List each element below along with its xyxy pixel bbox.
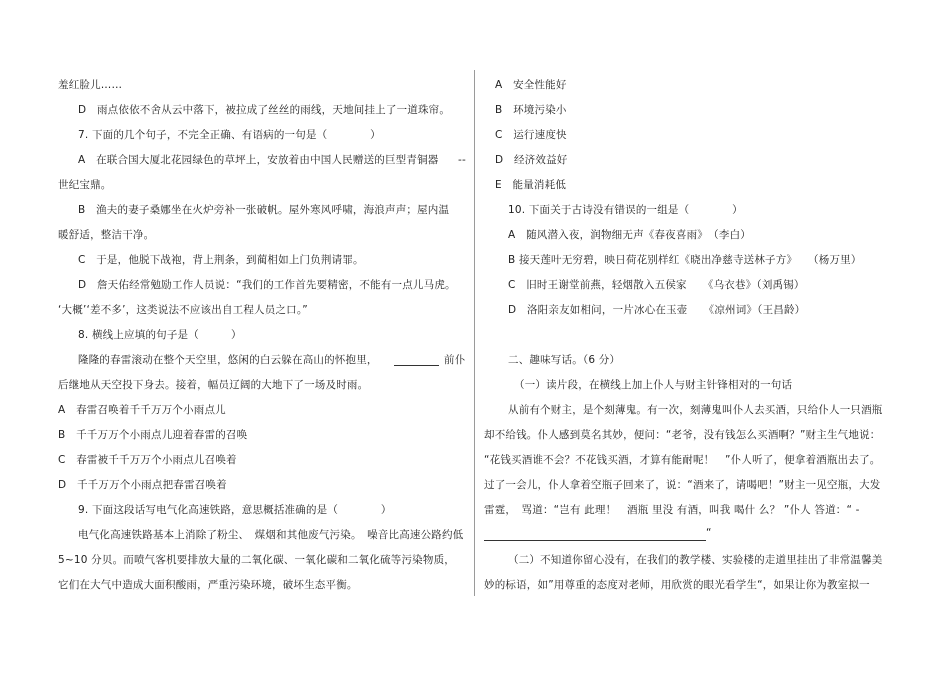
option-a: A 安全性能好 — [495, 79, 567, 91]
passage-line: 隆隆的春雷滚动在整个天空里，悠闲的白云躲在高山的怀抱里， — [78, 354, 378, 366]
passage-line: 从前有个财主，是个刻薄鬼。有一次，刻薄鬼叫仆人去买酒，只给仆人一只酒瓶 — [508, 404, 883, 416]
option-d: D 洛阳亲友如相问，一片冰心在玉壶 《凉州词》（王昌龄） — [508, 304, 806, 316]
passage-line: 雷霆， 骂道：“岂有 此理！ 酒瓶 里没 有酒，叫我 喝什 么？ ”仆人 答道：“ - — [484, 504, 860, 516]
text-line: 世纪宝鼎。 — [58, 179, 112, 191]
passage-line: 后继地从天空投下身去。接着，幅员辽阔的大地下了一场及时雨。 — [58, 379, 369, 391]
passage-line: “花钱买酒谁不会？不花钱买酒，才算有能耐呢！ ”仆人听了，便拿着酒瓶出去了。 — [484, 454, 881, 466]
passage-line-end: 前仆 — [444, 354, 466, 366]
option-d: D 经济效益好 — [495, 154, 568, 166]
dash-mark: -- — [458, 154, 466, 166]
option-d: D 詹天佑经常勉励工作人员说：“我们的工作首先要精密，不能有一点儿马虎。 — [78, 279, 456, 291]
passage-line: 妙的标语，如”用尊重的态度对老师，用欣赏的眼光看学生“，如果让你为教室拟一 — [484, 579, 870, 591]
option-d: D 千千万万个小雨点把春雷召唤着 — [58, 479, 227, 491]
option-a: A 春雷召唤着千千万万个小雨点儿 — [58, 404, 226, 416]
passage-line: 5~10 分贝。而喷气客机要排放大量的二氧化碳、一氧化碳和二氧化硫等污染物质， — [58, 554, 455, 566]
section-heading: 二、趣味写话。（6 分） — [508, 354, 621, 366]
right-column — [478, 0, 950, 673]
option-b: B 接天莲叶无穷碧，映日荷花别样红《晓出净慈寺送林子方》 （杨万里） — [508, 254, 862, 266]
option-b: B 环境污染小 — [495, 104, 567, 116]
option-c: C 运行速度快 — [495, 129, 567, 141]
option-d: D 雨点依依不舍从云中落下，被拉成了丝丝的雨线，天地间挂上了一道珠帘。 — [78, 104, 451, 116]
closing-quote: “ — [706, 527, 712, 539]
option-b: B 千千万万个小雨点儿迎着春雷的召唤 — [58, 429, 248, 441]
question-10: 10. 下面关于古诗没有错误的一组是（ ） — [508, 204, 743, 216]
text-line: 暖舒适，整洁干净。 — [58, 229, 155, 241]
answer-blank — [394, 356, 439, 366]
subsection-heading: （一）读片段，在横线上加上仆人与财主针锋相对的一句话 — [514, 379, 793, 391]
text-line: 羞红脸儿…… — [58, 79, 123, 91]
option-a: A 随风潜入夜，润物细无声《春夜喜雨》 （李白） — [508, 229, 751, 241]
question-8: 8. 横线上应填的句子是（ ） — [78, 329, 242, 341]
question-7: 7. 下面的几个句子，不完全正确、有语病的一句是（ ） — [78, 129, 381, 141]
option-c: C 旧时王谢堂前燕，轻烟散入五侯家 《乌衣巷》（刘禹锡） — [508, 279, 805, 291]
passage-line: 它们在大气中造成大面积酸雨，严重污染环境，破坏生态平衡。 — [58, 579, 358, 591]
passage-line: 电气化高速铁路基本上消除了粉尘、 煤烟和其他废气污染。 噪音比高速公路约低 — [78, 529, 464, 541]
subsection-heading: （二）不知道你留心没有，在我们的教学楼、实验楼的走道里挂出了非常温馨美 — [508, 554, 883, 566]
option-b: B 渔夫的妻子桑娜坐在火炉旁补一张破帆。屋外寒风呼啸，海浪声声；屋内温 — [78, 204, 450, 216]
option-c: C 春雷被千千万万个小雨点儿召唤着 — [58, 454, 237, 466]
column-divider — [474, 70, 475, 596]
option-e: E 能量消耗低 — [495, 179, 567, 191]
answer-blank — [484, 531, 706, 541]
text-line: ‘大概’‘差不多’，这类说法不应该出自工程人员之口。” — [58, 304, 308, 316]
question-9: 9. 下面这段话写电气化高速铁路，意思概括准确的是（ ） — [78, 504, 392, 516]
passage-line: 却不给钱。仆人感到莫名其妙，便问：“老爷，没有钱怎么买酒啊？”财主生气地说： — [484, 429, 881, 441]
passage-line: 过了一会儿，仆人拿着空瓶子回来了，说：“酒来了，请喝吧！”财主一见空瓶，大发 — [484, 479, 881, 491]
option-c: C 于是，他脱下战袍，背上荆条，到蔺相如上门负荆请罪。 — [78, 254, 364, 266]
option-a: A 在联合国大厦北花园绿色的草坪上，安放着由中国人民赠送的巨型青铜器 — [78, 154, 439, 166]
